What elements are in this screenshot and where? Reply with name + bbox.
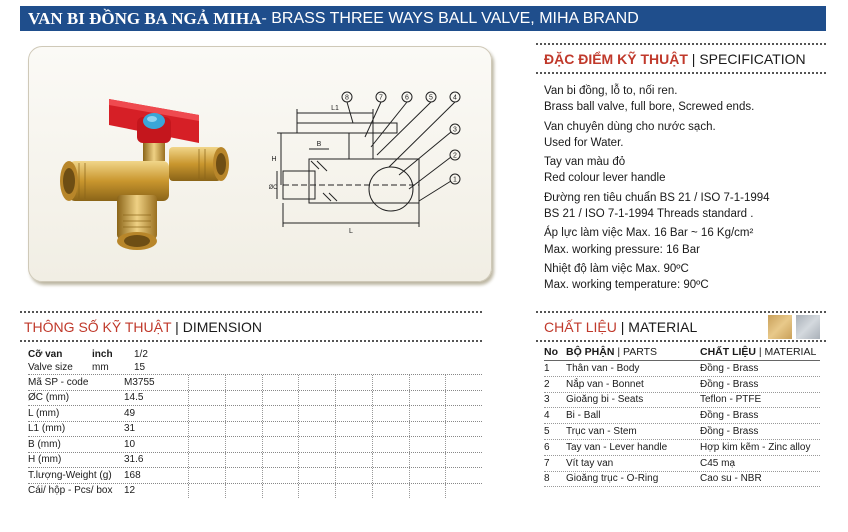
table-row <box>28 467 482 483</box>
row-material: Đồng - Brass <box>700 362 759 374</box>
spec-line-en: BS 21 / ISO 7-1-1994 Threads standard . <box>544 208 754 221</box>
row-part: Bi - Ball <box>566 410 601 422</box>
table-row <box>28 421 482 437</box>
dimension-table <box>28 347 482 498</box>
row-part: Vít tay van <box>566 457 614 469</box>
material-title <box>544 319 697 335</box>
specification-title-vn: ĐẶC ĐIỂM KỸ THUẬT <box>544 51 688 67</box>
row-part: Thân van - Body <box>566 362 640 374</box>
callout-3: 3 <box>453 126 457 134</box>
row-label: Mã SP - code <box>28 376 89 388</box>
title-english: - BRASS THREE WAYS BALL VALVE, MIHA BRAND <box>261 9 639 27</box>
header-parts-vn: BỘ PHẬN <box>566 346 615 358</box>
row-no: 8 <box>544 473 550 485</box>
spec-line-vn: Van chuyên dùng cho nước sạch. <box>544 120 716 133</box>
dimension-title-sep: | <box>171 319 183 335</box>
table-row <box>544 408 820 424</box>
row-part: Trục van - Stem <box>566 426 637 438</box>
row-no: 5 <box>544 426 550 438</box>
header-material <box>700 346 820 358</box>
dim-label-h: H <box>271 156 277 163</box>
empty-cells <box>188 375 482 390</box>
dim-label-l1: L1 <box>331 105 339 112</box>
material-title-vn: CHẤT LIỆU <box>544 319 617 335</box>
spec-line-vn: Tay van màu đỏ <box>544 156 626 169</box>
row-material: Teflon - PTFE <box>700 394 762 406</box>
row-part: Gioăng trục - O-Ring <box>566 473 659 485</box>
table-row <box>28 390 482 406</box>
empty-cells <box>188 437 482 452</box>
divider <box>536 43 826 45</box>
table-header-row <box>28 347 482 361</box>
row-no: 4 <box>544 410 550 422</box>
callout-8: 8 <box>345 94 349 102</box>
specification-title-en: SPECIFICATION <box>699 51 806 67</box>
row-part: Tay van - Lever handle <box>566 441 668 453</box>
callout-4: 4 <box>453 94 457 102</box>
specification-list <box>544 83 834 297</box>
spec-line-en: Used for Water. <box>544 136 624 149</box>
table-row <box>28 374 482 390</box>
table-row <box>28 436 482 452</box>
dim-label-oc: ØC <box>269 185 278 191</box>
callout-2: 2 <box>453 152 457 160</box>
header-no: No <box>544 346 558 358</box>
valve-size-inch: 1/2 <box>134 348 148 360</box>
spec-line-vn: Van bi đồng, lỗ to, nối ren. <box>544 85 678 97</box>
brass-color-swatch <box>768 315 792 339</box>
row-label: B (mm) <box>28 438 61 450</box>
material-table <box>544 344 820 487</box>
dim-label-l: L <box>349 228 353 235</box>
empty-cells <box>188 468 482 483</box>
row-label: L (mm) <box>28 407 60 419</box>
row-no: 1 <box>544 362 550 374</box>
dim-label-b: B <box>316 141 322 148</box>
steel-color-swatch <box>796 315 820 339</box>
table-row <box>544 361 820 377</box>
callout-5: 5 <box>429 94 433 102</box>
divider <box>536 311 826 313</box>
row-value: 14.5 <box>124 392 144 404</box>
table-row <box>28 405 482 421</box>
row-value: 49 <box>124 407 136 419</box>
row-label: ØC (mm) <box>28 392 70 404</box>
row-value: 31.6 <box>124 454 144 466</box>
row-value: 168 <box>124 469 141 481</box>
spec-line-vn: Nhiệt độ làm việc Max. 90ºC <box>544 262 689 275</box>
technical-drawing <box>269 89 479 249</box>
header-parts <box>566 346 700 358</box>
material-title-sep: | <box>616 319 629 335</box>
row-no: 7 <box>544 457 550 469</box>
empty-cells <box>188 391 482 406</box>
divider <box>536 340 826 342</box>
divider <box>536 72 826 74</box>
callout-7: 7 <box>379 94 383 102</box>
spec-line-en: Max. working temperature: 90ºC <box>544 279 709 292</box>
material-title-en: MATERIAL <box>628 319 698 335</box>
spec-item <box>544 225 834 258</box>
row-value: M3755 <box>124 376 155 388</box>
row-material: Đồng - Brass <box>700 426 759 438</box>
table-row <box>544 456 820 472</box>
divider <box>20 311 482 313</box>
dimension-title-vn: THÔNG SỐ KỸ THUẬT <box>24 319 172 335</box>
row-label: L1 (mm) <box>28 423 66 435</box>
valve-size-mm: 15 <box>134 362 146 373</box>
valve-size-label-vn: Cỡ van <box>28 348 63 360</box>
unit-mm: mm <box>92 362 109 373</box>
row-material: Cao su - NBR <box>700 473 762 485</box>
callout-1: 1 <box>453 176 457 184</box>
table-row <box>28 483 482 499</box>
unit-inch: inch <box>92 348 113 360</box>
spec-line-vn: Áp lực làm việc Max. 16 Bar ~ 16 Kg/cm² <box>544 227 754 240</box>
table-row <box>544 377 820 393</box>
table-row <box>544 472 820 488</box>
spec-line-vn: Đường ren tiêu chuẩn BS 21 / ISO 7-1-1994 <box>544 191 770 204</box>
table-header-row <box>544 344 820 361</box>
valve-photo <box>49 65 249 265</box>
row-no: 3 <box>544 394 550 406</box>
table-header-row <box>28 361 482 374</box>
dimension-title <box>24 319 262 335</box>
table-row <box>28 452 482 468</box>
row-no: 6 <box>544 441 550 453</box>
empty-cells <box>188 484 482 499</box>
empty-cells <box>188 422 482 437</box>
spec-line-en: Red colour lever handle <box>544 172 666 185</box>
specification-title-sep: | <box>687 51 700 67</box>
table-row <box>544 440 820 456</box>
spec-item <box>544 119 834 152</box>
row-part: Gioăng bi - Seats <box>566 394 644 406</box>
row-value: 31 <box>124 423 136 435</box>
row-part: Nắp van - Bonnet <box>566 378 644 390</box>
row-value: 12 <box>124 485 136 497</box>
row-label: Cái/ hộp - Pcs/ box <box>28 485 113 497</box>
header-parts-en: | PARTS <box>614 346 658 358</box>
row-label: H (mm) <box>28 454 62 466</box>
empty-cells <box>188 453 482 468</box>
spec-item <box>544 190 834 223</box>
header-material-en: | MATERIAL <box>756 346 817 358</box>
header-material-vn: CHẤT LIỆU <box>700 346 756 358</box>
specification-title <box>544 51 806 67</box>
row-material: Hợp kim kẽm - Zinc alloy <box>700 441 811 453</box>
spec-item <box>544 83 834 116</box>
empty-cells <box>188 406 482 421</box>
spec-line-en: Brass ball valve, full bore, Screwed ends. <box>544 101 755 114</box>
row-value: 10 <box>124 438 136 450</box>
spec-item <box>544 154 834 187</box>
valve-size-label-en: Valve size <box>28 362 73 373</box>
page-title <box>20 6 826 31</box>
spec-line-en: Max. working pressure: 16 Bar <box>544 243 700 256</box>
divider <box>20 340 482 342</box>
row-material: Đồng - Brass <box>700 378 759 390</box>
row-label: T.lượng-Weight (g) <box>28 469 112 481</box>
callout-6: 6 <box>405 94 409 102</box>
row-no: 2 <box>544 378 550 390</box>
spec-item <box>544 261 834 294</box>
dimension-title-en: DIMENSION <box>182 319 263 335</box>
product-image-panel <box>28 46 492 282</box>
table-row <box>544 424 820 440</box>
row-material: C45 mạ <box>700 457 736 469</box>
row-material: Đồng - Brass <box>700 410 759 422</box>
title-vietnamese: VAN BI ĐỒNG BA NGẢ MIHA <box>28 8 262 28</box>
table-row <box>544 393 820 409</box>
